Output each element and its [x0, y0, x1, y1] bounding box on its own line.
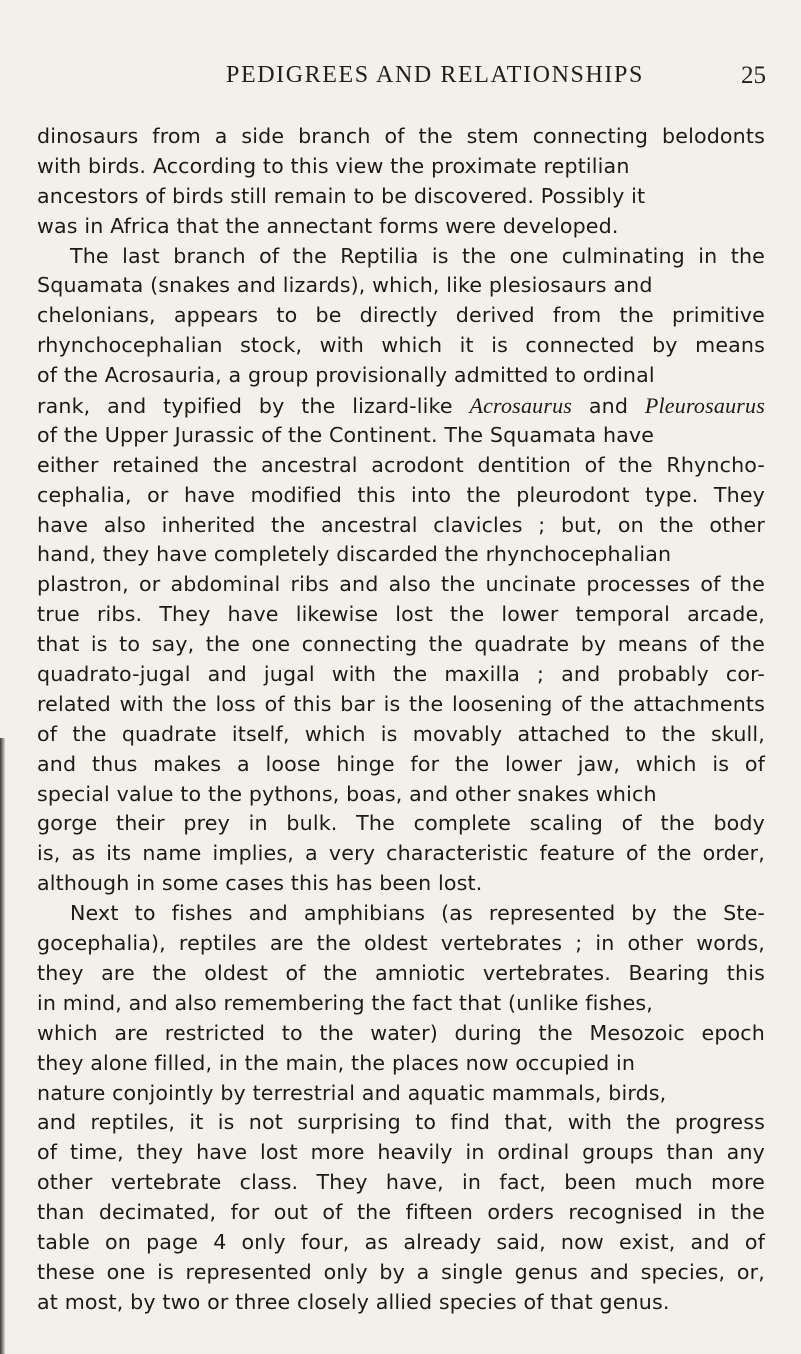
- text-line: [37, 481, 765, 511]
- line-text: they alone filled, in the main, the places now occupied in: [37, 1050, 636, 1075]
- text-line: [37, 271, 765, 301]
- text-line: [37, 421, 765, 451]
- line-text: that is to say, the one connecting the quadrate by means of the: [37, 632, 765, 657]
- text-line: [37, 242, 798, 272]
- body-text: [37, 122, 797, 1318]
- text-line: [37, 540, 765, 570]
- line-text: and: [572, 394, 645, 419]
- line-text: other vertebrate class. They have, in fact, been much more: [37, 1170, 765, 1195]
- text-line: [37, 780, 765, 810]
- text-line: [37, 212, 765, 242]
- text-line: [37, 1228, 765, 1258]
- line-text: than decimated, for out of the fifteen orders recognised in the: [37, 1200, 765, 1225]
- line-text: Next to fishes and amphibians (as represented by the Ste-: [70, 901, 765, 926]
- line-text: is, as its name implies, a very characteristic feature of the order,: [37, 841, 765, 866]
- text-line: [37, 1168, 765, 1198]
- line-text: rank, and typified by the lizard-like: [37, 394, 470, 419]
- running-head: [0, 62, 801, 102]
- line-text: with birds. According to this view the proximate reptilian: [37, 153, 630, 178]
- line-text: of the Acrosauria, a group provisionally admitted to ordinal: [37, 363, 655, 388]
- paragraph: [37, 242, 797, 900]
- line-text: rhynchocephalian stock, with which it is connected by means: [37, 333, 765, 358]
- text-line: [37, 959, 765, 989]
- text-line: [37, 1288, 765, 1318]
- line-text: was in Africa that the annectant forms were developed.: [37, 213, 619, 238]
- line-text: chelonians, appears to be directly derived from the primitive: [37, 303, 765, 328]
- text-line: [37, 301, 765, 331]
- text-line: [37, 1019, 765, 1049]
- text-line: [37, 152, 765, 182]
- text-line: [37, 1079, 765, 1109]
- text-line: [37, 720, 765, 750]
- line-text: Squamata (snakes and lizards), which, like plesiosaurs and: [37, 273, 653, 298]
- line-text: they are the oldest of the amniotic vertebrates. Bearing this: [37, 960, 765, 985]
- text-line: [37, 122, 765, 152]
- line-text: and reptiles, it is not surprising to find that, with the progress: [37, 1110, 765, 1135]
- text-line: [37, 1108, 765, 1138]
- text-line: [37, 1258, 765, 1288]
- line-text: nature conjointly by terrestrial and aquatic mammals, birds,: [37, 1080, 667, 1105]
- text-line: [37, 660, 765, 690]
- text-line: [37, 331, 765, 361]
- line-text: related with the loss of this bar is the loosening of the attachments: [37, 691, 765, 716]
- line-text: The last branch of the Reptilia is the one culminating in the: [70, 243, 765, 268]
- text-line: [37, 989, 765, 1019]
- line-text: hand, they have completely discarded the rhynchocephalian: [37, 542, 672, 567]
- text-line: [37, 929, 765, 959]
- genus-name: Pleurosaurus: [644, 393, 765, 419]
- paragraph: [37, 122, 797, 242]
- line-text: at most, by two or three closely allied species of that genus.: [37, 1289, 670, 1314]
- line-text: plastron, or abdominal ribs and also the uncinate processes of the: [37, 572, 765, 597]
- line-text: of the quadrate itself, which is movably attached to the skull,: [37, 721, 765, 746]
- text-line: [37, 1198, 765, 1228]
- text-line: [37, 690, 765, 720]
- text-line: [37, 391, 765, 421]
- line-text: true ribs. They have likewise lost the lower temporal arcade,: [37, 602, 765, 627]
- text-line: [37, 1049, 765, 1079]
- chapter-title: PEDIGREES AND RELATIONSHIPS: [226, 62, 644, 88]
- text-line: [37, 451, 765, 481]
- text-line: [37, 630, 765, 660]
- text-line: [37, 839, 765, 869]
- line-text: special value to the pythons, boas, and other snakes which: [37, 781, 657, 806]
- text-line: [37, 182, 765, 212]
- text-line: [37, 750, 765, 780]
- page-edge-shadow: [0, 738, 5, 1354]
- line-text: of the Upper Jurassic of the Continent. The Squamata have: [37, 422, 655, 447]
- text-line: [37, 899, 798, 929]
- line-text: and thus makes a loose hinge for the lower jaw, which is of: [37, 751, 765, 776]
- line-text: although in some cases this has been lost.: [37, 871, 483, 896]
- text-line: [37, 361, 765, 391]
- text-line: [37, 600, 765, 630]
- paragraph: [37, 899, 797, 1317]
- line-text: these one is represented only by a single genus and species, or,: [37, 1259, 765, 1284]
- text-line: [37, 809, 765, 839]
- text-line: [37, 570, 765, 600]
- line-text: table on page 4 only four, as already said, now exist, and of: [37, 1229, 765, 1254]
- line-text: quadrato-jugal and jugal with the maxilla ; and probably cor-: [37, 662, 765, 687]
- line-text: of time, they have lost more heavily in ordinal groups than any: [37, 1140, 765, 1165]
- text-line: [37, 869, 765, 899]
- page-number: 25: [741, 62, 766, 89]
- text-line: [37, 1138, 765, 1168]
- line-text: cephalia, or have modified this into the pleurodont type. They: [37, 482, 765, 507]
- line-text: have also inherited the ancestral clavicles ; but, on the other: [37, 512, 765, 537]
- line-text: ancestors of birds still remain to be discovered. Possibly it: [37, 183, 646, 208]
- genus-name: Acrosaurus: [469, 393, 573, 419]
- line-text: which are restricted to the water) during the Mesozoic epoch: [37, 1020, 765, 1045]
- line-text: gorge their prey in bulk. The complete scaling of the body: [37, 811, 765, 836]
- line-text: dinosaurs from a side branch of the stem connecting belodonts: [37, 124, 765, 148]
- line-text: gocephalia), reptiles are the oldest vertebrates ; in other words,: [37, 931, 765, 956]
- line-text: in mind, and also remembering the fact that (unlike fishes,: [37, 990, 653, 1015]
- line-text: either retained the ancestral acrodont dentition of the Rhyncho-: [37, 452, 765, 477]
- text-line: [37, 511, 765, 541]
